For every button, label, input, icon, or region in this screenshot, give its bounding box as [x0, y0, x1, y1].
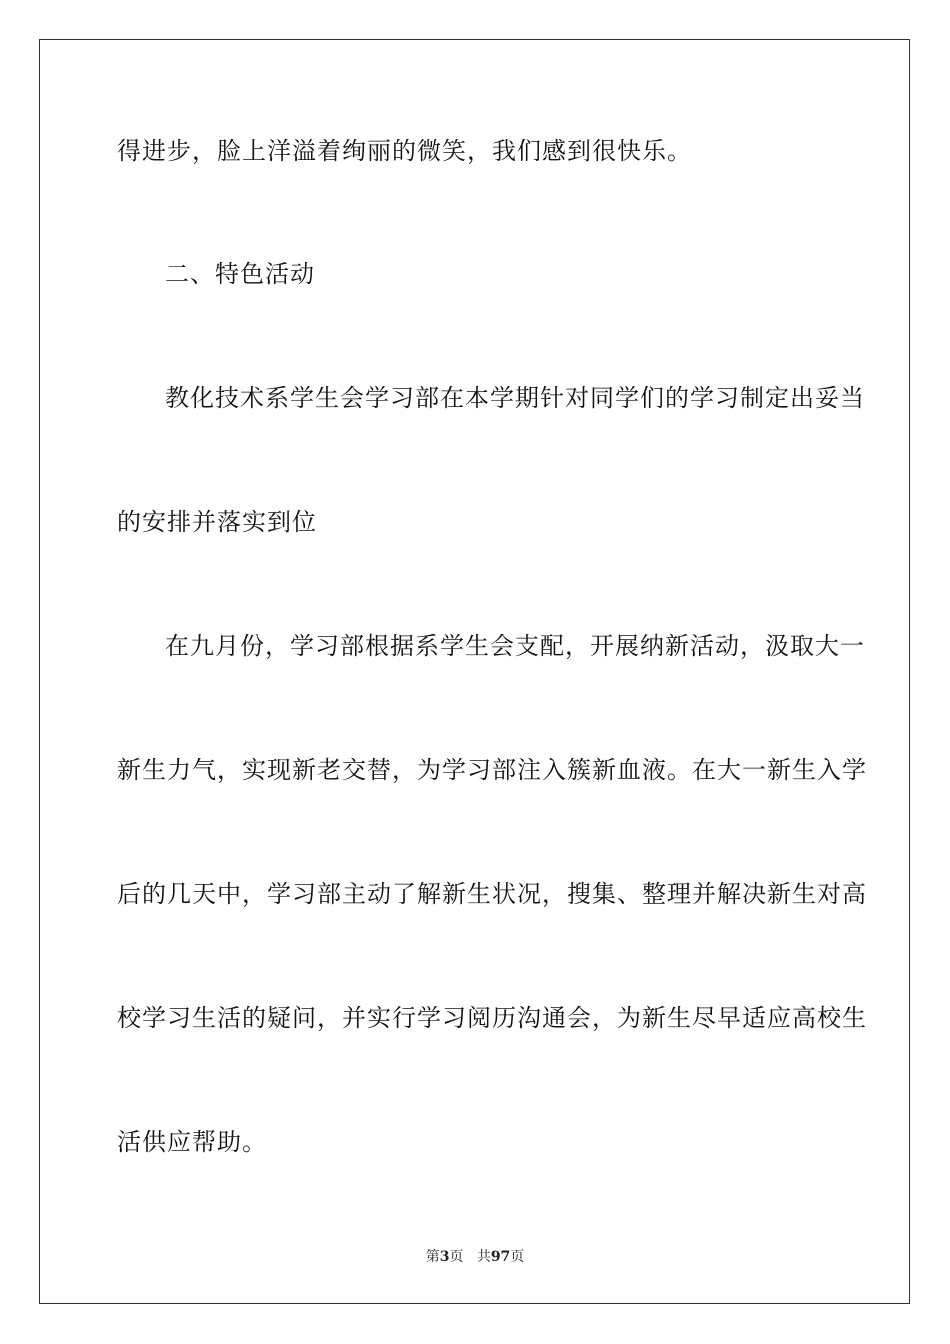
paragraph-line-6: 新 生 力 气 ， 实 现 新 老 交 替 ， 为 学 习 部 注 入 簇 新 血 液 。 在 大 一 新 生 入 学	[117, 756, 867, 784]
paragraph-line-5: 在 九 月 份 ， 学 习 部 根 据 系 学 生 会 支 配 ， 开 展 纳 新 活 动 ， 汲 取 大 一	[165, 632, 865, 660]
paragraph-line-4: 的安排并落实到位	[117, 508, 317, 536]
paragraph-line-8: 校 学 习 生 活 的 疑 问 ， 并 实 行 学 习 阅 历 沟 通 会 ， 为 新 生 尽 早 适 应 高 校 生	[117, 1004, 867, 1032]
footer-total-prefix: 共	[476, 1249, 491, 1265]
section-heading: 二、特色活动	[165, 260, 315, 288]
paragraph-line-1: 得进步，脸上洋溢着绚丽的微笑，我们感到很快乐。	[117, 137, 692, 165]
paragraph-line-9: 活供应帮助。	[117, 1128, 267, 1156]
page-footer	[0, 1248, 950, 1266]
footer-page-number: 3	[439, 1249, 450, 1265]
paragraph-line-7: 后 的 几 天 中 ， 学 习 部 主 动 了 解 新 生 状 况 ， 搜 集 、 整 理 并 解 决 新 生 对 高	[117, 880, 867, 908]
footer-page-prefix: 第	[425, 1249, 440, 1265]
footer-total-number: 97	[490, 1249, 511, 1265]
paragraph-line-3: 教 化 技 术 系 学 生 会 学 习 部 在 本 学 期 针 对 同 学 们 的 学 习 制 定 出 妥 当	[165, 384, 865, 412]
page-border	[39, 39, 910, 1304]
footer-total-suffix: 页	[510, 1249, 525, 1265]
footer-page-suffix: 页	[449, 1249, 464, 1265]
